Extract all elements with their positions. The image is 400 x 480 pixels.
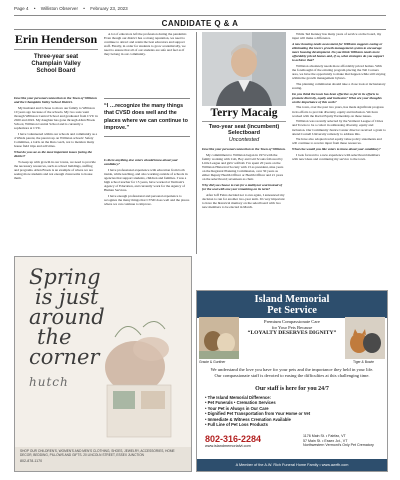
answer: I have enough professional and personal experience to recognize the many things that CVSD does well and the places where we can continue to improve.	[104, 193, 190, 207]
masthead	[14, 6, 386, 14]
candidate-name: Terry Macaig	[210, 107, 278, 119]
headline-line: corner	[29, 345, 100, 369]
address-1: 1176 Main St. • Fairfax, VT	[303, 434, 346, 438]
hutch-ad[interactable]	[14, 256, 192, 472]
tagline-2: for Your Pets Because	[271, 324, 313, 330]
ad-footer-text: SHOP OUR CHILDREN'S, WOMEN'S AND MEN'S CLOTHING, SHOES, JEWELRY, ACCESSORIES, HOME DECOR, BEDDING, PILLOWS AND GIFTS. 20 LINCOLN STREET, ESSEX JUNCTION	[20, 449, 175, 457]
macaig-col3	[202, 147, 286, 211]
address-2: 57 Main St. • Essex Jct., VT	[303, 438, 348, 443]
question: What do you see as the most important issues facing the district?	[14, 149, 92, 158]
photo-caption-right: Tiger & Bowie	[353, 360, 374, 364]
ad-open-hours: Our staff is here for you 24/7	[255, 386, 329, 392]
headline-line: the	[37, 325, 72, 349]
candidate-name: Erin Henderson	[14, 32, 98, 46]
island-memorial-ad[interactable]	[196, 290, 388, 472]
henderson-col2b	[104, 158, 190, 208]
bullet-item: • Pet Funerals • Cremation Services	[205, 400, 276, 406]
cats-photo	[345, 317, 385, 359]
bullet-item: • Your Pet is Always in Our Care	[205, 405, 269, 411]
ad-owned: Northwestern Vermont's Only Pet Crematory	[303, 443, 374, 448]
headline-line: Spring	[29, 265, 101, 289]
answer: I have professional experience with education from both inside, while teaching, and also working outside of schools in agencies that support students, children and families. I was a high school teacher for 15 years, have worked at Vermont's Agency of Education, and currently work for the Agency of Human Services.	[104, 167, 188, 193]
answer: I have volunteered within our schools and community as a 4 Winds parent, the parent rep on Williston schools' Safety Committee, a Girls on the Run coach, not to mention many house field trips and activities.	[14, 131, 98, 149]
candidate-status: Uncontested	[228, 136, 260, 143]
question: Why did you choose to run for a multiyear seat instead of for the seat with one year remaining on its term?	[202, 182, 282, 192]
masthead-rule	[14, 15, 386, 16]
brand-logo: hutch	[29, 375, 69, 389]
ad-footer	[15, 447, 191, 471]
ad-member-bar: A Member of the A.W. Rich Funeral Home Family • www.awrfh.com	[197, 459, 387, 471]
paper-name: Williston Observer	[40, 6, 79, 11]
pull-quote	[104, 98, 190, 137]
divider	[14, 49, 98, 50]
answer: While Ted Kenney has many years of service on the board, my input will make a difference.	[292, 32, 382, 41]
answer: A lot of educators left the profession during the pandemic. Even though our district has a strong reputation, we need to continue to attract and retain the best educators and support staff. Finally, in order for students to grow academically, we need to ensure that all of our students are safe and feel as if they belong in our community.	[104, 32, 188, 57]
candidate-position: Two-year seat (incumbent) Selectboard	[208, 123, 280, 137]
divider	[202, 121, 286, 122]
candidate-position: Three-year seat Champlain Valley School Board	[31, 53, 81, 74]
ad-addresses	[303, 434, 383, 448]
ad-headline	[29, 267, 119, 367]
ad-bullets	[205, 395, 381, 427]
section-rule	[14, 29, 386, 30]
henderson-col2	[104, 32, 190, 58]
ad-title-bar	[197, 291, 387, 318]
answer: My husband and I chose to move our family to Williston 10 years ago because of the schools. My two sons went through Williston Central School and graduated from CVU in 2020 and 2022. My daughter has gone through Allen Brook School, Williston Central School and is currently a sophomore at CVU.	[14, 105, 98, 131]
answer: After Jeff Fehrs decided not to run again, I announced my decision to run for another two-year term. It's very important to have the historical memory on the selectboard with two new members to be elected in March.	[202, 192, 285, 209]
answer: The planning commission should take a close look at inclusionary zoning.	[292, 81, 386, 90]
issue-date: February 23, 2023	[90, 6, 128, 11]
ad-website[interactable]: www.islandmemorialvt.com	[205, 444, 251, 448]
question: What else would you like voters to know about your candidacy?	[292, 147, 381, 152]
answer: Williston absolutely needs more affordably priced homes. With the forethought of the existing program placing the Tall Corners area, we have the opportunity to make that happen while still staying within the growth management bylaws.	[292, 63, 386, 81]
answer: I look forward to a new experience with selectboard members with new ideas and continuing my service to the town.	[292, 152, 380, 161]
tagline-1: Premium Compassionate Care	[264, 319, 320, 324]
question: Is there anything else voters should know about your candidacy?	[104, 158, 178, 167]
ad-contact-block	[205, 434, 285, 448]
bullet-item: • Immediate & Witness Cremation Available	[205, 416, 291, 422]
answer: My commitment to Williston began in 1974 with the family working with Cub, Boy and Girl Scouts followed by Little League and girls' softball. I've spent 20 years on the Williston Historical Society with 13 as president, nine years on the Regional Planning Commission, over 30 years as either Deputy Health Officer or Health Officer and 21 years on the selectboard; seventeen as chair.	[202, 152, 284, 182]
macaig-header	[202, 107, 286, 144]
bullet-item: • Full Line of Pet Loss Products	[205, 422, 268, 428]
headline-line: around	[29, 305, 105, 329]
henderson-header	[14, 32, 98, 75]
pull-quote-text: “I …recognize the many things that CVSD does well and the places where we can continue to improve.”	[104, 103, 188, 131]
ad-tagline	[241, 319, 343, 337]
dogs-photo	[199, 317, 239, 359]
answer: Williston was recently selected by the Vermont League of Cities and Towns to be a cohort in addressing diversity, equity and inclusion. Our Community Justice Center director received a grant to attend Cornell University remotely to address this.	[292, 119, 386, 136]
section-title: CANDIDATE Q & A	[161, 19, 239, 28]
headline-line: is just	[35, 285, 99, 309]
ad-contact: 802-878-1170	[20, 458, 43, 463]
ad-title-2: Pet Service	[267, 305, 317, 316]
answer: The town, over the past two years, has made significant progress in its efforts to provide diversity, equity and inclusion. We have worked with the Racial Equity Partnership on these issues.	[292, 105, 384, 118]
question: Do you think the town has been effective so far in its efforts to promote diversity, equity and inclusion? What are your thoughts on the importance of this work?	[292, 91, 382, 104]
masthead-separator: •	[83, 6, 85, 11]
answer: To keep up with growth in our towns, we need to provide the necessary resources, such as school buildings, staffing and programs. Allen Brook is an example of where we are seeing more students and not enough classrooms to house them.	[14, 159, 96, 181]
column-divider	[196, 32, 197, 254]
candidate-photo	[202, 32, 286, 106]
photo-caption-left: Gracie & Gunther	[199, 360, 226, 364]
portrait-image	[202, 32, 286, 106]
henderson-col1	[14, 96, 98, 182]
question: Describe your personal connection to the Town of Williston and the Champlain Valley School District.	[14, 96, 97, 105]
answer: We have also adopted racial equity value policy statements and will continue to receive input from these resources.	[292, 137, 382, 146]
slogan: “LOYALTY DESERVES DIGNITY”	[247, 330, 337, 337]
bullet-item: • Dignified Pet Transportation from Your Home or Vet	[205, 411, 311, 417]
macaig-col4	[292, 32, 386, 163]
ad-description: We understand the love you have for your pets and the importance they held in your life. Our compassionate staff is devoted to easing the difficulties at this challenging time.	[210, 367, 374, 378]
ad-title: Island Memorial	[254, 294, 330, 305]
bullet-item: • The Island Memorial Difference:	[205, 395, 271, 400]
masthead-separator: •	[33, 6, 36, 11]
question: Describe your personal connection to the Town of Williston.	[202, 147, 286, 151]
question: A new housing needs assessment for Williston suggests easing or eliminating the town's growth management system to encourage more housing development. Do you think Williston needs more affordably priced homes and, if so, what strategies do you support to achieve that?	[292, 41, 384, 63]
page-number: Page 4	[14, 6, 29, 11]
ad-phone[interactable]: 802-316-2284	[205, 434, 262, 444]
